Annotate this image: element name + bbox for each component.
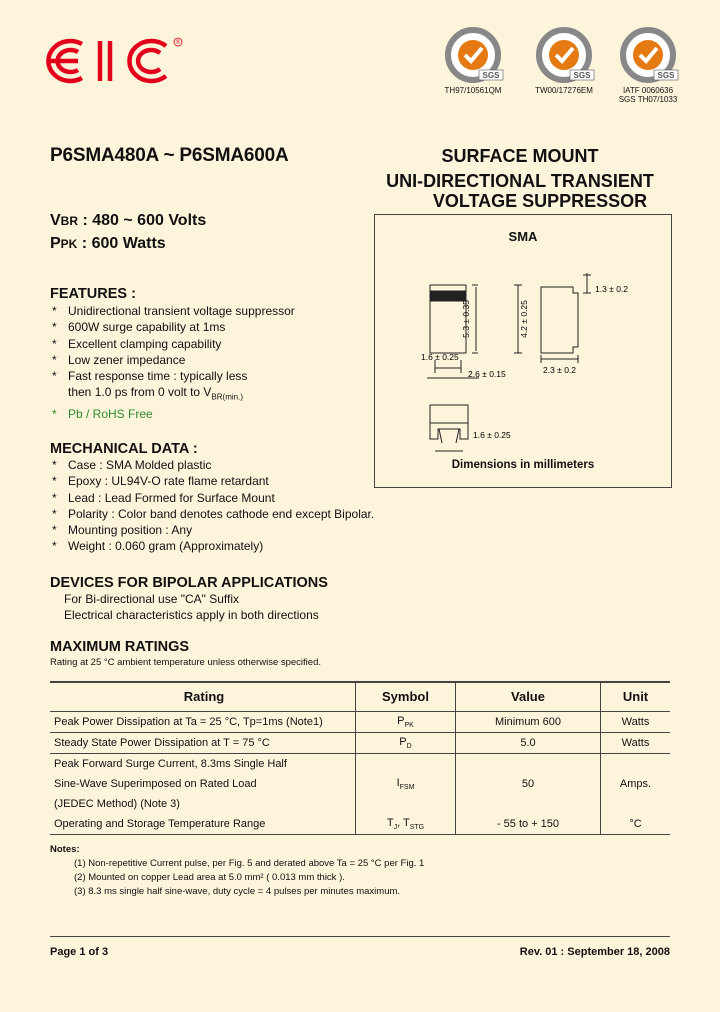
svg-text:SGS: SGS [573, 71, 591, 80]
notes-list [74, 857, 424, 899]
dimensions-caption: Dimensions in millimeters [451, 459, 595, 471]
note-item: (1) Non-repetitive Current pulse, per Fig. 5 and derated above Ta = 25 °C per Fig. 1 [74, 858, 425, 869]
package-diagram [374, 214, 672, 488]
bipolar-text: For Bi-directional use "CA" Suffix Electrical characteristics apply in both directions [64, 592, 319, 623]
certificate-code: TW00/17276EM [535, 86, 593, 95]
sgs-seal-icon [532, 26, 596, 84]
part-number-title: P6SMA480A ~ P6SMA600A [50, 145, 289, 166]
svg-text:1.3 ± 0.2: 1.3 ± 0.2 [595, 284, 629, 294]
list-item: * Polarity : Color band denotes cathode end except Bipolar. [52, 506, 375, 521]
table-row: Peak Forward Surge Current, 8.3ms Single Half [50, 754, 670, 775]
sgs-seal-icon [441, 26, 505, 84]
svg-text:SGS: SGS [482, 71, 500, 80]
list-item: * Unidirectional transient voltage suppressor [52, 304, 295, 318]
table-row: Operating and Storage Temperature Range $T_J$, $T_{STG}$ - 55 to + 150 °C [50, 814, 670, 835]
certificate-code: SGS TH07/1033 [618, 95, 678, 104]
note-item: (2) Mounted on copper Lead area at 5.0 mm² ( 0.013 mm thick ). [74, 872, 345, 883]
list-item: * 600W surge capability at 1ms [52, 320, 226, 335]
vbr-spec: VBR : 480 ~ 600 Volts [50, 212, 207, 229]
certification-badge [433, 26, 513, 95]
revision-date: Rev. 01 : September 18, 2008 [519, 946, 670, 958]
mechanical-heading: MECHANICAL DATA : [50, 441, 198, 457]
table-header-row: Rating Symbol Value Unit [50, 682, 670, 712]
list-item: * Low zener impedance [52, 352, 186, 367]
svg-text:®: ® [175, 40, 181, 47]
certificate-code: TH97/10561QM [444, 86, 502, 95]
sma-outline-drawing [375, 215, 671, 487]
table-row: Peak Power Dissipation at Ta = 25 °C, Tp=1ms (Note1) $P_{PK}$ Minimum 600 Watts [50, 712, 670, 733]
ppk-spec: PPK : 600 Watts [50, 235, 166, 252]
list-item: * Weight : 0.060 gram (Approximately) [52, 539, 264, 554]
max-ratings-heading: MAXIMUM RATINGS [50, 639, 190, 655]
svg-text:1.6 ± 0.25: 1.6 ± 0.25 [473, 430, 511, 440]
list-item: * Mounting position : Any [52, 523, 193, 538]
table-row: Steady State Power Dissipation at T = 75 °C $P_D$ 5.0 Watts [50, 733, 670, 754]
device-type-line1: SURFACE MOUNT [441, 146, 599, 166]
note-item: (3) 8.3 ms single half sine-wave, duty cycle = 4 pulses per minutes maximum. [74, 886, 401, 897]
certification-badge [524, 26, 604, 95]
bipolar-heading: DEVICES FOR BIPOLAR APPLICATIONS [50, 575, 328, 591]
device-type-line2: UNI-DIRECTIONAL TRANSIENT [386, 171, 654, 191]
package-name: SMA [508, 229, 538, 244]
table-row: (JEDEC Method) (Note 3) [50, 794, 670, 814]
certification-badge [608, 26, 688, 104]
features-heading: FEATURES : [50, 286, 136, 302]
eic-logo [38, 36, 184, 86]
footer-rule [50, 936, 670, 937]
table-row: Sine-Wave Superimposed on Rated Load $I_{FSM}$ 50 Amps. [50, 774, 670, 794]
svg-text:2.6 ± 0.15: 2.6 ± 0.15 [468, 369, 506, 379]
list-item: * Case : SMA Molded plastic [52, 458, 212, 472]
features-list [52, 303, 295, 422]
list-item-continuation: then 1.0 ps from 0 volt to $V_{BR(min.)}$ [68, 385, 243, 402]
mechanical-list [52, 457, 374, 555]
list-item: * Fast response time : typically less [52, 369, 248, 384]
svg-text:2.3 ± 0.2: 2.3 ± 0.2 [543, 365, 577, 375]
list-item: * Epoxy : UL94V-O rate flame retardant [52, 474, 269, 489]
certificate-code: IATF 0060636 [622, 86, 674, 95]
svg-text:5.3 ± 0.35: 5.3 ± 0.35 [461, 300, 471, 338]
list-item: * Excellent clamping capability [52, 336, 222, 351]
max-ratings-table [50, 682, 670, 835]
ratings-note: Rating at 25 °C ambient temperature unless otherwise specified. [50, 657, 321, 668]
list-item: * Lead : Lead Formed for Surface Mount [52, 490, 275, 505]
device-type-line3: VOLTAGE SUPPRESSOR [432, 191, 648, 211]
svg-text:1.6 ± 0.25: 1.6 ± 0.25 [421, 352, 459, 362]
page-number: Page 1 of 3 [50, 946, 109, 958]
notes-heading: Notes: [50, 844, 80, 855]
svg-text:4.2 ± 0.25: 4.2 ± 0.25 [519, 300, 529, 338]
list-item-rohs: * Pb / RoHS Free [52, 407, 153, 422]
svg-text:SGS: SGS [657, 71, 675, 80]
sgs-seal-icon [616, 26, 680, 84]
